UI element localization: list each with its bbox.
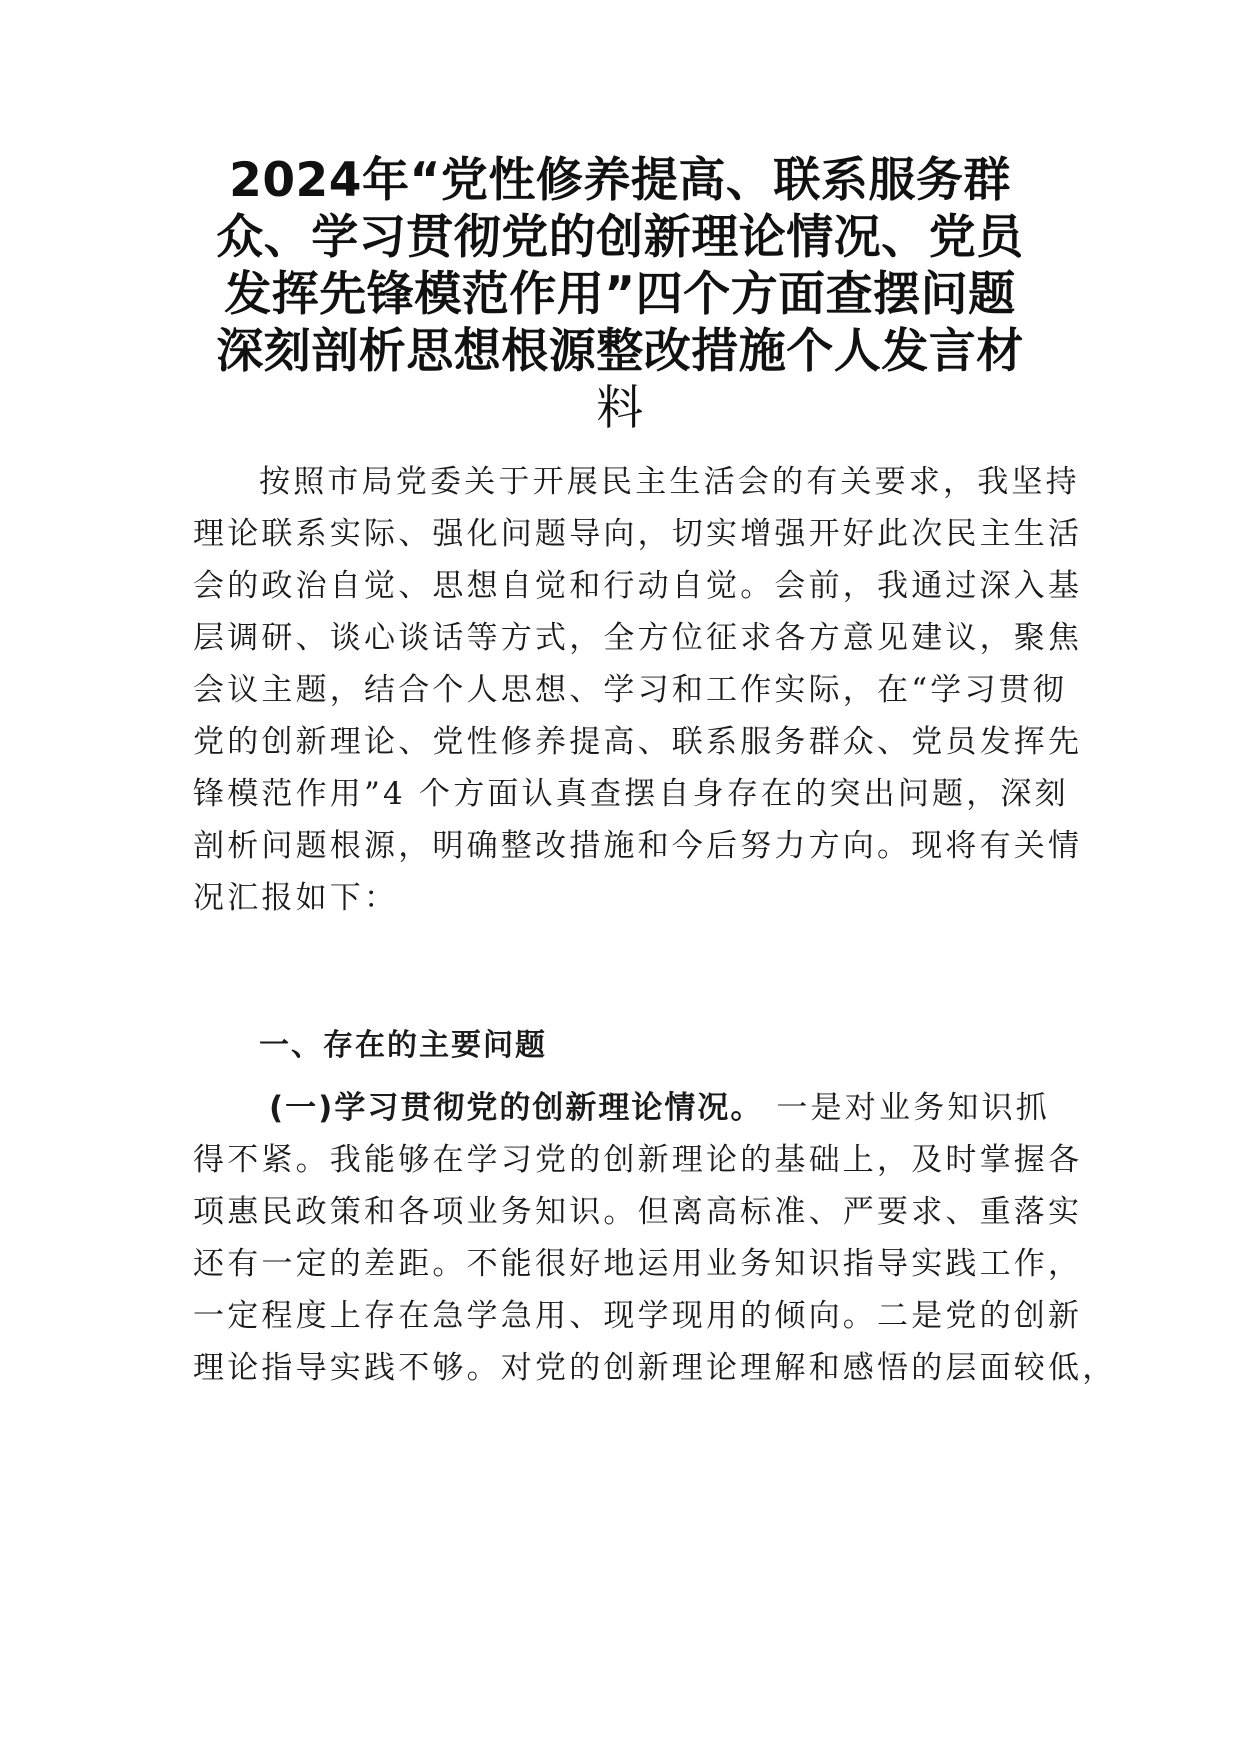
text-line-rest: 一是对业务知识抓 [763, 1090, 1050, 1126]
title-line: 众、学习贯彻党的创新理论情况、党员 [216, 210, 1024, 265]
text-line: 得不紧。我能够在学习党的创新理论的基础上，及时掌握各 [193, 1142, 1083, 1178]
text-line: 会的政治自觉、思想自觉和行动自觉。会前，我通过深入基 [193, 568, 1083, 604]
text-line: 还有一定的差距。不能很好地运用业务知识指导实践工作， [193, 1246, 1083, 1282]
subsection-paragraph [193, 1082, 1117, 1394]
text-line: 理论指导实践不够。对党的创新理论理解和感悟的层面较低， [193, 1350, 1117, 1386]
text-line [193, 1082, 1050, 1134]
text-line: 剖析问题根源，明确整改措施和今后努力方向。现将有关情 [193, 828, 1083, 864]
text-line: 一定程度上存在急学急用、现学现用的倾向。二是党的创新 [193, 1298, 1083, 1334]
title-line: 料 [596, 381, 644, 436]
text-line: 项惠民政策和各项业务知识。但离高标准、严要求、重落实 [193, 1194, 1083, 1230]
text-line: 锋模范作用”4 个方面认真查摆自身存在的突出问题，深刻 [193, 776, 1069, 812]
text-line: 理论联系实际、强化问题导向，切实增强开好此次民主生活 [193, 516, 1083, 552]
title-line: 2024年“党性修养提高、联系服务群 [229, 153, 1011, 208]
title-line: 深刻剖析思想根源整改措施个人发言材 [216, 324, 1024, 379]
text-line: 会议主题，结合个人思想、学习和工作实际，在“学习贯彻 [193, 672, 1068, 708]
section-heading: 一、存在的主要问题 [259, 1028, 547, 1063]
intro-paragraph [193, 456, 1083, 924]
subsection-heading: (一)学习贯彻党的创新理论情况。 [269, 1090, 764, 1126]
document-title [190, 152, 1050, 437]
title-line: 发挥先锋模范作用”四个方面查摆问题 [224, 267, 1016, 322]
text-line: 党的创新理论、党性修养提高、联系服务群众、党员发挥先 [193, 724, 1083, 760]
text-line: 况汇报如下： [193, 880, 399, 916]
text-line: 按照市局党委关于开展民主生活会的有关要求，我坚持 [259, 464, 1080, 500]
text-line: 层调研、谈心谈话等方式，全方位征求各方意见建议，聚焦 [193, 620, 1083, 656]
